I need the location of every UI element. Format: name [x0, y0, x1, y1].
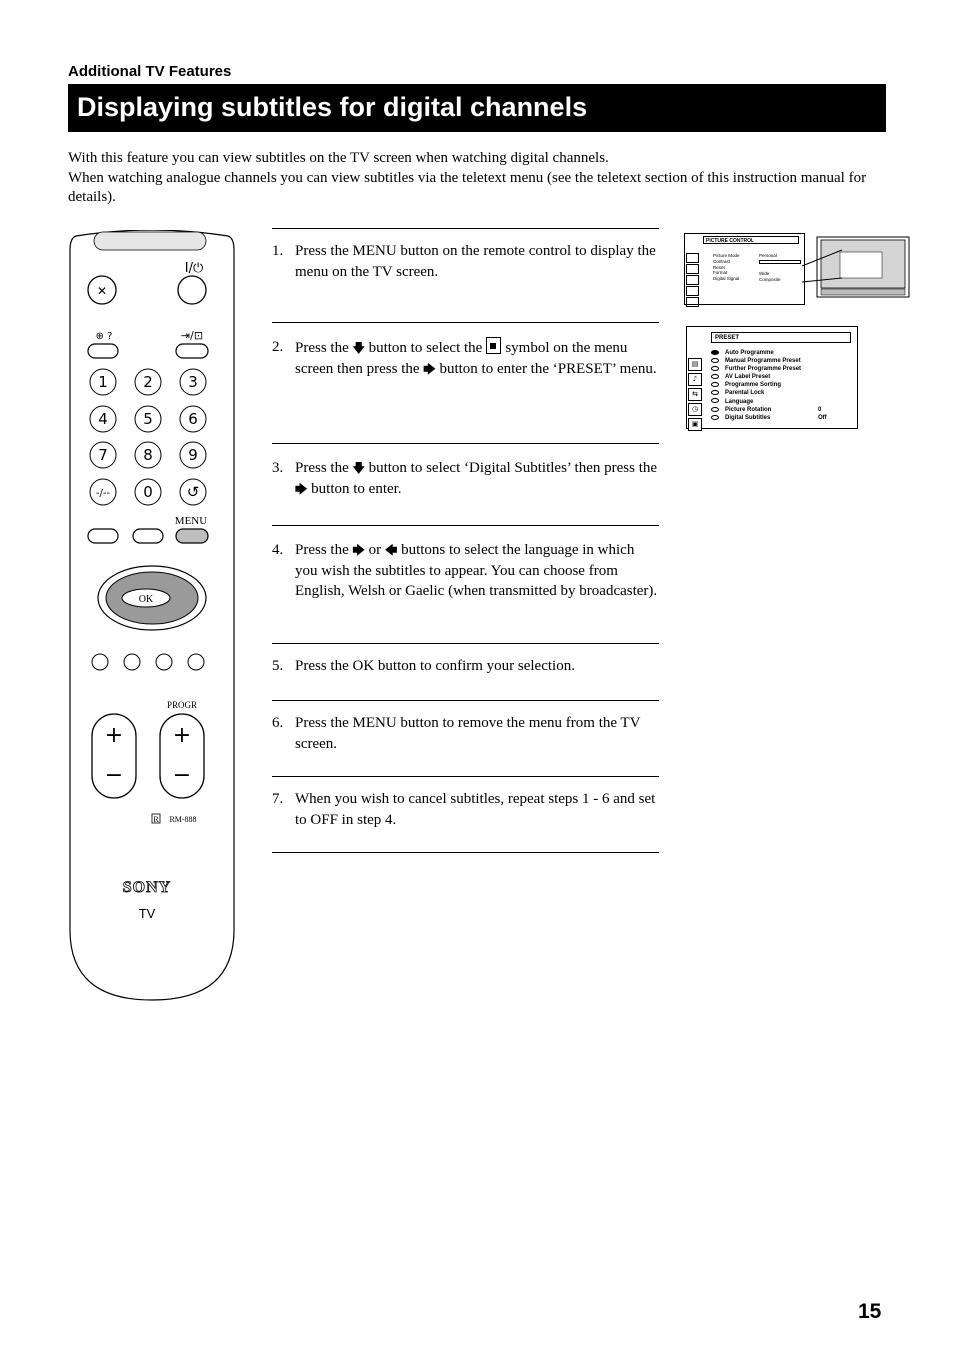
progr-label: PROGR [166, 700, 198, 710]
down-arrow-icon: 🡇 [352, 461, 365, 475]
step-6: 6. Press the MENU button to remove the menu from the TV screen. [272, 700, 659, 776]
svg-text:5: 5 [143, 410, 153, 428]
input-tab-icon: ⇆ [688, 388, 702, 401]
picture-menu-value: Personal [759, 253, 777, 258]
menu-tab-icons [685, 252, 699, 308]
preset-row-auto-programme: Auto Programme [711, 349, 801, 357]
steps-list [272, 228, 659, 853]
picture-menu-value: Wide [759, 271, 770, 277]
preset-row-av-label: AV Label Preset [711, 373, 801, 381]
right-arrow-icon: 🡆 [295, 481, 308, 496]
page-title: Displaying subtitles for digital channels [77, 92, 588, 122]
page-number: 15 [858, 1300, 882, 1323]
picture-menu-value: Composite [759, 277, 781, 283]
sound-tab-icon: ♪ [688, 373, 702, 386]
title-bar [68, 84, 886, 132]
intro-text [68, 149, 888, 208]
intro-paragraph-1: With this feature you can view subtitles on the TV screen when watching digital channels. [68, 150, 609, 166]
svg-text:9: 9 [188, 446, 198, 464]
picture-menu-row: Format [713, 270, 728, 276]
svg-text:-/--: -/-- [95, 488, 111, 499]
preset-row-manual-programme: Manual Programme Preset [711, 357, 801, 365]
preset-tab-icon: ▣ [688, 418, 702, 431]
svg-text:⊕ ?: ⊕ ? [95, 331, 113, 342]
right-arrow-icon: 🡆 [423, 361, 436, 376]
brand-label: SONY [122, 879, 172, 896]
picture-tab-icon: ▤ [688, 358, 702, 371]
svg-text:0: 0 [143, 483, 153, 501]
preset-row-digital-subtitles: Digital Subtitles Off [711, 414, 801, 422]
preset-row-further-programme: Further Programme Preset [711, 365, 801, 373]
svg-text:7: 7 [98, 446, 108, 464]
picture-menu-row: Reset [713, 264, 725, 270]
step-1: 1. Press the MENU button on the remote control to display the menu on the TV screen. [272, 228, 659, 322]
svg-text:8: 8 [143, 446, 153, 464]
section-label: Additional TV Features [68, 63, 232, 80]
svg-text:−: − [104, 763, 124, 788]
divider [272, 852, 659, 853]
svg-text:3: 3 [188, 373, 198, 391]
picture-menu-row: Picture Mode [713, 253, 740, 258]
preset-menu-illustration [686, 326, 858, 429]
preset-row-language: Language [711, 398, 801, 406]
svg-text:6: 6 [188, 410, 198, 428]
svg-text:4: 4 [98, 410, 108, 428]
preset-symbol-icon [486, 337, 501, 354]
svg-text:1: 1 [98, 373, 108, 391]
left-arrow-icon: 🡄 [384, 543, 398, 557]
step-2: 2. Press the 🡇 button to select the symbol on the menu screen then press the 🡆 button to enter the ‘PRESET’ menu. [272, 322, 659, 443]
menu-key-label: MENU [174, 515, 208, 527]
remote-control-illustration [68, 230, 236, 1002]
picture-menu-row: Contrast [713, 258, 731, 264]
step-3: 3. Press the 🡇 button to select ‘Digital Subtitles’ then press the 🡆 button to enter. [272, 443, 659, 525]
svg-text:✕: ✕ [96, 284, 108, 298]
preset-menu-title: PRESET [711, 332, 851, 343]
svg-text:+: + [172, 723, 192, 748]
svg-text:R: R [153, 815, 159, 824]
step-7: 7. When you wish to cancel subtitles, repeat steps 1 - 6 and set to OFF in step 4. [272, 776, 659, 852]
timer-tab-icon: ◷ [688, 403, 702, 416]
power-label: I/⏻ [184, 261, 204, 276]
menu-tab-icons [687, 357, 703, 433]
model-label: RM-888 [169, 815, 197, 824]
svg-text:+: + [104, 723, 124, 748]
svg-text:⇥/⊡: ⇥/⊡ [180, 329, 204, 342]
zoom-connector [800, 246, 844, 286]
svg-text:2: 2 [143, 373, 153, 391]
tv-label: TV [138, 906, 156, 921]
picture-control-menu-illustration [684, 233, 805, 305]
step-5: 5. Press the OK button to confirm your selection. [272, 643, 659, 700]
intro-paragraph-2: When watching analogue channels you can view subtitles via the teletext menu (see the teletext section of this instruction manual for details). [68, 169, 867, 205]
down-arrow-icon: 🡇 [352, 341, 365, 355]
picture-menu-row: Digital Signal [713, 276, 740, 282]
picture-menu-title: PICTURE CONTROL [703, 236, 799, 244]
ok-key-label: OK [138, 594, 154, 605]
svg-text:−: − [172, 763, 192, 788]
right-arrow-icon: 🡆 [352, 543, 365, 557]
preset-row-picture-rotation: Picture Rotation 0 [711, 406, 801, 414]
step-4: 4. Press the 🡆 or 🡄 buttons to select the language in which you wish the subtitles to appear. You can choose from English, Welsh or Gaelic (when transmitted by broadcaster). [272, 525, 659, 643]
svg-text:↺: ↺ [186, 483, 200, 501]
preset-row-programme-sorting: Programme Sorting [711, 381, 801, 389]
preset-row-parental-lock: Parental Lock [711, 389, 801, 397]
